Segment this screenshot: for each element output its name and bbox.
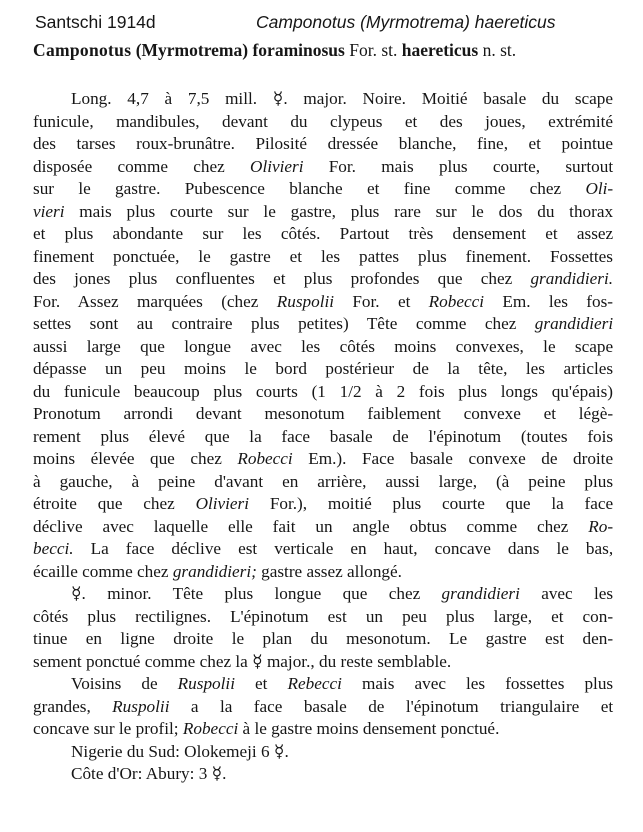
description-text [33, 88, 613, 786]
text-line: écaille comme chez grandidieri; gastre assez allongé. [33, 561, 402, 581]
text-line: Long. 4,7 à 7,5 mill. ☿. major. Noire. Moitié basale du scape [71, 89, 613, 108]
text-line: côtés plus rectilignes. L'épinotum est un peu plus large, et con- [33, 606, 614, 626]
text-line: à gauche, à peine d'avant en arrière, aussi large, (à peine plus [33, 471, 614, 491]
species-title [33, 40, 633, 61]
text-line: Côte d'Or: Abury: 3 ☿. [71, 764, 227, 783]
title-genus: Camponotus [33, 40, 132, 60]
text-line: des tarses roux-brunâtre. Pilosité dressée blanche, fine, et pointue [33, 134, 614, 153]
title-species: foraminosus [252, 40, 345, 60]
title-author: For. st. [349, 40, 398, 60]
text-line: Voisins de Ruspolii et Rebecci mais avec les fossettes plus [71, 674, 614, 693]
text-line: des jones plus confluentes et plus profondes que chez grandidieri. [33, 269, 614, 288]
text-line: sur le gastre. Pubescence blanche et fine comme chez Oli- [33, 179, 614, 198]
text-line: rement plus élevé que la face basale de l'épinotum (toutes fois [33, 426, 614, 446]
text-line: étroite que chez Olivieri For.), moitié plus courte que la face [33, 494, 614, 513]
text-line: For. Assez marquées (chez Ruspolii For. et Robecci Em. les fos- [33, 291, 614, 311]
text-line: concave sur le profil; Robecci à le gastre moins densement ponctué. [33, 719, 500, 738]
text-line: aussi large que longue avec les côtés moins convexes, le scape [33, 336, 614, 356]
text-line: tinue en ligne droite le plan du mesonotum. Le gastre est den- [33, 629, 614, 648]
text-line: finement ponctuée, le gastre et les pattes plus finement. Fossettes [33, 246, 613, 266]
text-line: Pronotum arrondi devant mesonotum faiblement convexe et légè- [33, 404, 614, 423]
text-line: funicule, mandibules, devant du clypeus et des joues, extrémité [33, 111, 614, 131]
text-line: et plus abondante sur les côtés. Partout très densement et assez [33, 224, 614, 243]
text-line: grandes, Ruspolii a la face basale de l'épinotum triangulaire et [33, 696, 614, 716]
text-line: sement ponctué comme chez la ☿ major., du reste semblable. [33, 651, 452, 671]
title-subspecies: haereticus [401, 40, 479, 60]
text-line: ☿. minor. Tête plus longue que chez grandidieri avec les [71, 584, 614, 603]
text-line: moins élevée que chez Robecci Em.). Face basale convexe de droite [33, 449, 614, 468]
text-line: becci. La face déclive est verticale en haut, concave dans le bas, [33, 539, 614, 558]
taxon-heading: Camponotus (Myrmotrema) haereticus [256, 12, 556, 32]
citation: Santschi 1914d [35, 12, 156, 32]
title-status: n. st. [482, 40, 517, 60]
text-line: Nigerie du Sud: Olokemeji 6 ☿. [71, 741, 289, 761]
text-line: disposée comme chez Olivieri For. mais plus courte, surtout [33, 156, 614, 176]
text-line: vieri mais plus courte sur le gastre, plus rare sur le dos du thorax [33, 201, 614, 221]
text-line: dépasse un peu moins le bord postérieur de la tête, les articles [33, 359, 614, 378]
text-line: settes sont au contraire plus petites) Tête comme chez grandidieri [33, 314, 614, 333]
text-line: du funicule beaucoup plus courts (1 1/2 à 2 fois plus longs qu'épais) [33, 381, 614, 401]
title-subgenus: (Myrmotrema) [135, 40, 249, 60]
text-line: déclive avec laquelle elle fait un angle obtus comme chez Ro- [33, 516, 614, 536]
